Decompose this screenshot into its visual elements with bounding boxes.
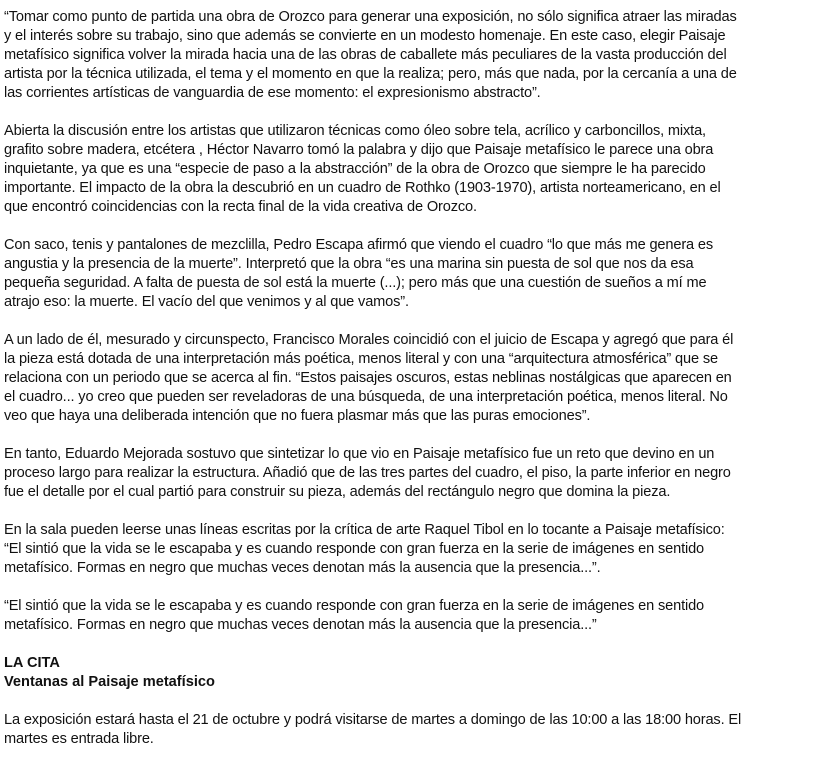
text-line: la pieza está dotada de una interpretación más poética, menos literal y con una “arquitectura atmosférica” que se (4, 351, 718, 367)
paragraph-closing-info (4, 711, 826, 749)
text-line: martes es entrada libre. (4, 731, 154, 747)
text-line: artista por la técnica utilizada, el tema y el momento en que la realiza; pero, más que nada, por la cercanía a una de (4, 66, 737, 82)
text-line: metafísico significa volver la mirada hacia una de las obras de caballete más peculiares de la vasta producción del (4, 47, 727, 63)
text-line: En tanto, Eduardo Mejorada sostuvo que sintetizar lo que vio en Paisaje metafísico fue un reto que devino en un (4, 446, 715, 462)
text-line: La exposición estará hasta el 21 de octubre y podrá visitarse de martes a domingo de las 10:00 a las 18:00 horas. El (4, 712, 742, 728)
paragraph-repeated-quote (4, 597, 826, 635)
text-line: pequeña seguridad. A falta de puesta de sol está la muerte (...); pero más que una cuestión de sueños a mí me (4, 275, 707, 291)
text-line: fue el detalle por el cual partió para construir su pieza, además del rectángulo negro que domina la pieza. (4, 484, 671, 500)
text-line: que encontró coincidencias con la recta final de la vida creativa de Orozco. (4, 199, 477, 215)
text-line: “El sintió que la vida se le escapaba y es cuando responde con gran fuerza en la serie de imágenes en sentido (4, 541, 705, 557)
text-line: “El sintió que la vida se le escapaba y es cuando responde con gran fuerza en la serie de imágenes en sentido (4, 598, 705, 614)
text-line: En la sala pueden leerse unas líneas escritas por la crítica de arte Raquel Tibol en lo tocante a Paisaje metafísico: (4, 522, 725, 538)
text-line: el cuadro... yo creo que pueden ser reveladoras de una búsqueda, de una interpretación poética, menos literal. No (4, 389, 728, 405)
text-line: Abierta la discusión entre los artistas que utilizaron técnicas como óleo sobre tela, acrílico y carboncillos, mixta, (4, 123, 706, 139)
text-line: atrajo eso: la muerte. El vacío del que venimos y al que vamos”. (4, 294, 409, 310)
text-line: importante. El impacto de la obra la descubrió en un cuadro de Rothko (1903-1970), artista norteamericano, en el (4, 180, 721, 196)
section-title: Ventanas al Paisaje metafísico (4, 674, 215, 690)
text-line: metafísico. Formas en negro que muchas veces denotan más la ausencia que la presencia...”. (4, 560, 601, 576)
text-line: grafito sobre madera, etcétera , Héctor Navarro tomó la palabra y dijo que Paisaje metafísico le parece una obra (4, 142, 714, 158)
text-line: Con saco, tenis y pantalones de mezclilla, Pedro Escapa afirmó que viendo el cuadro “lo que más me genera es (4, 237, 714, 253)
text-line: las corrientes artísticas de vanguardia de ese momento: el expresionismo abstracto”. (4, 85, 541, 101)
text-line: veo que haya una deliberada intención que no fuera plasmar más que las puras emociones”. (4, 408, 591, 424)
paragraph-intro-quote (4, 8, 826, 103)
paragraph-eduardo-mejorada (4, 445, 826, 502)
text-line: A un lado de él, mesurado y circunspecto, Francisco Morales coincidió con el juicio de Escapa y agregó que para él (4, 332, 734, 348)
text-line: relaciona con un periodo que se acerca al fin. “Estos paisajes oscuros, estas neblinas nostálgicas que aparecen en (4, 370, 732, 386)
paragraph-hector-navarro (4, 122, 826, 217)
text-line: inquietante, ya que es una “especie de paso a la abstracción” de la obra de Orozco que siempre le ha parecido (4, 161, 706, 177)
text-line: “Tomar como punto de partida una obra de Orozco para generar una exposición, no sólo significa atraer las miradas (4, 9, 737, 25)
section-label: LA CITA (4, 655, 60, 671)
text-line: proceso largo para realizar la estructura. Añadió que de las tres partes del cuadro, el piso, la parte inferior en negro (4, 465, 731, 481)
paragraph-francisco-morales (4, 331, 826, 426)
article-body (4, 8, 826, 768)
section-heading (4, 654, 826, 692)
paragraph-raquel-tibol (4, 521, 826, 578)
paragraph-pedro-escapa (4, 236, 826, 312)
text-line: y el interés sobre su trabajo, sino que además se convierte en un modesto homenaje. En este caso, elegir Paisaje (4, 28, 726, 44)
text-line: angustia y la presencia de la muerte”. Interpretó que la obra “es una marina sin puesta de sol que nos da esa (4, 256, 694, 272)
text-line: metafísico. Formas en negro que muchas veces denotan más la ausencia que la presencia...” (4, 617, 597, 633)
